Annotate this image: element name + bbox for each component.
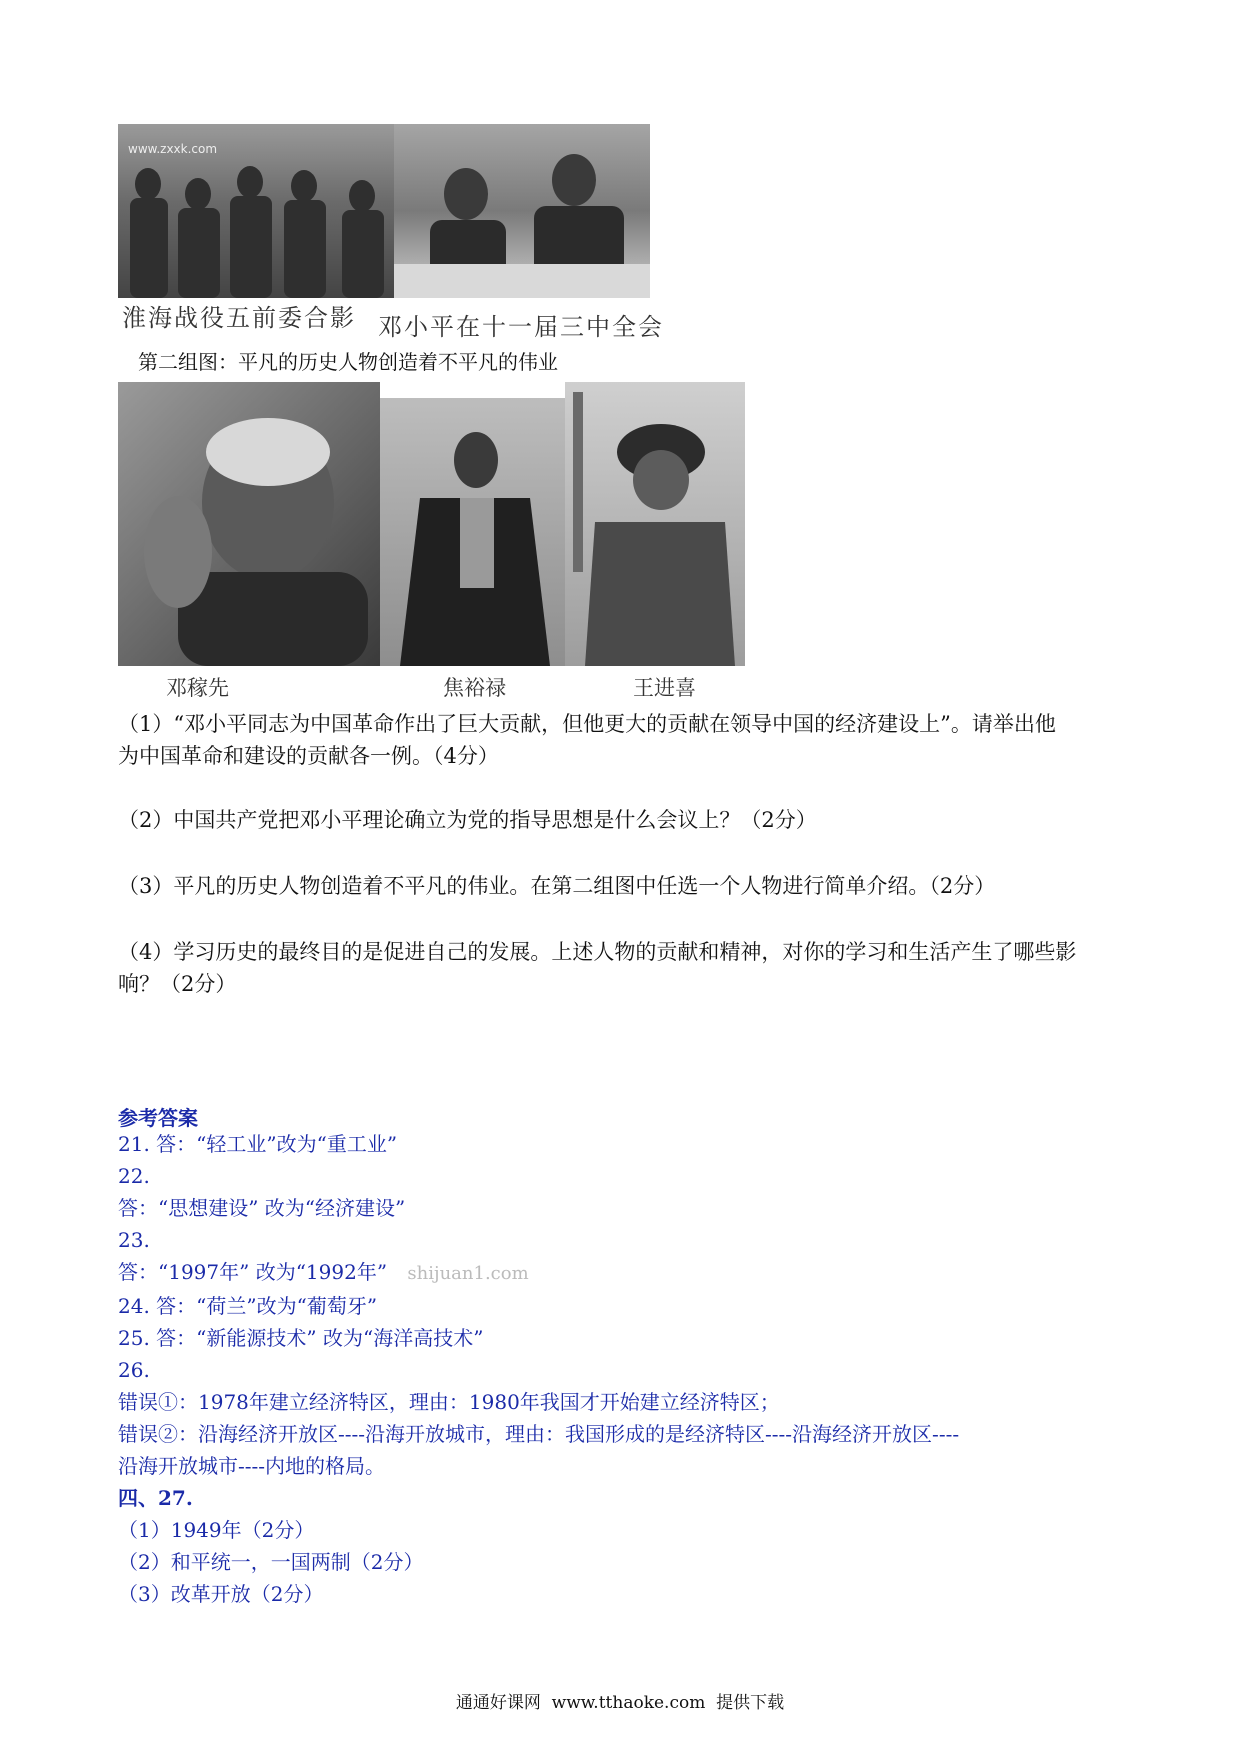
answers-list	[118, 1128, 959, 1610]
group2-title: 第二组图：平凡的历史人物创造着不平凡的伟业	[138, 350, 558, 374]
answer-line: 错误②：沿海经济开放区----沿海开放城市，理由：我国形成的是经济特区----沿海经济开放区----	[118, 1422, 960, 1446]
answers-heading: 参考答案	[118, 1106, 198, 1130]
answer-line: 24. 答：“荷兰”改为“葡萄牙”	[118, 1294, 378, 1318]
question-3	[118, 870, 995, 902]
photo-deng-jiaxian	[118, 382, 380, 666]
section-4-heading: 四、27.	[118, 1486, 193, 1510]
portrait-figure	[565, 382, 745, 666]
photo-wang-jinxi	[565, 382, 745, 666]
portrait-figure	[380, 398, 565, 666]
page-footer: 通通好课网 www.tthaoke.com 提供下载	[455, 1693, 785, 1713]
photo-caption-plenum: 邓小平在十一届三中全会	[378, 313, 664, 341]
watermark: shijuan1.com	[407, 1263, 529, 1284]
answer-line: 答：“思想建设” 改为“经济建设”	[118, 1196, 406, 1220]
answer-line: 错误①：1978年建立经济特区，理由：1980年我国才开始建立经济特区；	[118, 1390, 780, 1414]
question-4	[118, 936, 1076, 1000]
question-1-line1: （1）“邓小平同志为中国革命作出了巨大贡献，但他更大的贡献在领导中国的经济建设上”。请举出他	[118, 712, 1056, 736]
photo-deng-third-plenum	[394, 124, 650, 298]
question-4-line2: 响？（2分）	[118, 972, 237, 996]
answer-line: 23.	[118, 1228, 150, 1252]
name-label-1: 焦裕禄	[443, 676, 506, 700]
section-4-item: （1）1949年（2分）	[118, 1518, 315, 1542]
photo-huaihai-front-committee	[118, 124, 394, 298]
photo-jiao-yulu	[380, 398, 565, 666]
question-1-line2: 为中国革命和建设的贡献各一例。（4分）	[118, 744, 499, 768]
section-4-item: （2）和平统一，一国两制（2分）	[118, 1550, 424, 1574]
answer-text: 答：“1997年” 改为“1992年”	[118, 1260, 388, 1284]
question-2	[118, 804, 817, 836]
answer-line: 22.	[118, 1164, 150, 1188]
question-2-line1: （2）中国共产党把邓小平理论确立为党的指导思想是什么会议上？（2分）	[118, 808, 817, 832]
plenum-photo-figures	[394, 124, 650, 298]
answer-line: 沿海开放城市----内地的格局。	[118, 1454, 386, 1478]
portrait-figure	[118, 382, 380, 666]
question-4-line1: （4）学习历史的最终目的是促进自己的发展。上述人物的贡献和精神，对你的学习和生活产生了哪些影	[118, 940, 1077, 964]
question-3-line1: （3）平凡的历史人物创造着不平凡的伟业。在第二组图中任选一个人物进行简单介绍。（2分）	[118, 874, 996, 898]
answer-line	[118, 1256, 959, 1290]
answer-line: 26.	[118, 1358, 150, 1382]
answer-line: 21. 答：“轻工业”改为“重工业”	[118, 1132, 398, 1156]
photo-caption-huaihai: 淮海战役五前委合影	[122, 304, 356, 332]
name-label-2: 王进喜	[633, 676, 696, 700]
question-1	[118, 708, 1056, 772]
photo-watermark: www.zxxk.com	[128, 142, 218, 156]
name-label-0: 邓稼先	[166, 676, 229, 700]
answer-line: 25. 答：“新能源技术” 改为“海洋高技术”	[118, 1326, 484, 1350]
section-4-item: （3）改革开放（2分）	[118, 1582, 324, 1606]
